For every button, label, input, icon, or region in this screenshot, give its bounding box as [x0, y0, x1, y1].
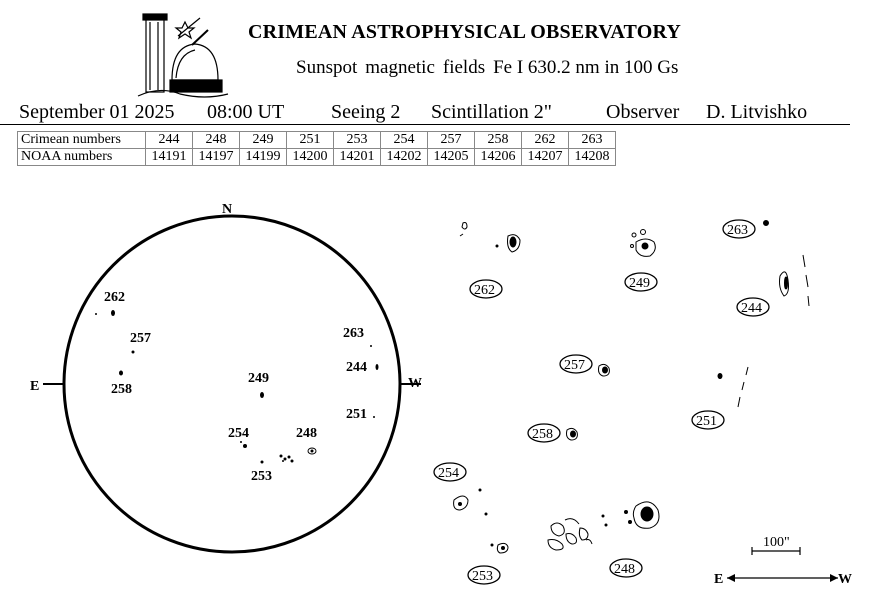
subtitle-word-2: magnetic: [365, 57, 435, 78]
disk-region-label: 244: [346, 360, 367, 375]
solar-disk: [30, 202, 422, 552]
detail-region-label: 251: [696, 414, 717, 429]
detail-west-label: W: [838, 572, 852, 587]
subtitle-word-4: Fe I 630.2 nm in 100 Gs: [493, 57, 679, 78]
crimean-number-cell: 244: [146, 132, 193, 149]
crimean-number-cell: 257: [428, 132, 475, 149]
observation-time: 08:00 UT: [207, 101, 285, 123]
detail-region-label: 254: [438, 466, 459, 481]
page-title: CRIMEAN ASTROPHYSICAL OBSERVATORY: [248, 21, 682, 43]
detail-region-label: 253: [472, 569, 493, 584]
disk-region-label: 253: [251, 469, 272, 484]
disk-region-label: 258: [111, 382, 132, 397]
crimean-number-cell: 258: [475, 132, 522, 149]
west-label: W: [408, 376, 422, 391]
noaa-number-cell: 14201: [334, 149, 381, 166]
disk-region-label: 257: [130, 331, 151, 346]
crimean-number-cell: 254: [381, 132, 428, 149]
crimean-number-cell: 251: [287, 132, 334, 149]
disk-region-label: 249: [248, 371, 269, 386]
noaa-number-cell: 14197: [193, 149, 240, 166]
noaa-number-cell: 14202: [381, 149, 428, 166]
subtitle-word-3: fields: [442, 57, 486, 78]
detail-contours: [454, 221, 809, 554]
detail-region-label: 257: [564, 358, 585, 373]
noaa-number-cell: 14205: [428, 149, 475, 166]
observation-seeing: Seeing 2: [331, 101, 401, 123]
noaa-number-cell: 14199: [240, 149, 287, 166]
observer-label: Observer: [606, 101, 680, 123]
observer-name: D. Litvishko: [706, 101, 808, 123]
detail-region-label: 248: [614, 562, 635, 577]
noaa-number-cell: 14207: [522, 149, 569, 166]
detail-region-label: 263: [727, 223, 748, 238]
disk-region-label: 262: [104, 290, 125, 305]
crimean-number-cell: 253: [334, 132, 381, 149]
noaa-numbers-label: NOAA numbers: [18, 149, 146, 166]
north-label: N: [222, 202, 233, 217]
crimean-number-cell: 263: [569, 132, 616, 149]
disk-region-label: 254: [228, 426, 249, 441]
noaa-number-cell: 14191: [146, 149, 193, 166]
detail-region-label: 249: [629, 276, 650, 291]
detail-region-label: 262: [474, 283, 495, 298]
observation-scintillation: Scintillation 2": [431, 101, 552, 123]
noaa-number-cell: 14206: [475, 149, 522, 166]
disk-region-label: 251: [346, 407, 367, 422]
disk-region-label: 263: [343, 326, 364, 341]
east-label: E: [30, 379, 40, 394]
detail-east-label: E: [714, 572, 724, 587]
crimean-number-cell: 249: [240, 132, 287, 149]
region-detail-maps: [434, 220, 852, 587]
crimean-number-cell: 248: [193, 132, 240, 149]
noaa-number-cell: 14208: [569, 149, 616, 166]
observation-date: September 01 2025: [19, 101, 175, 123]
scale-label: 100": [763, 535, 790, 550]
subtitle-word-1: Sunspot: [296, 57, 358, 78]
detail-region-label: 258: [532, 427, 553, 442]
detail-region-label: 244: [741, 301, 762, 316]
crimean-number-cell: 262: [522, 132, 569, 149]
crimean-numbers-label: Crimean numbers: [18, 132, 146, 149]
disk-region-label: 248: [296, 426, 317, 441]
noaa-number-cell: 14200: [287, 149, 334, 166]
